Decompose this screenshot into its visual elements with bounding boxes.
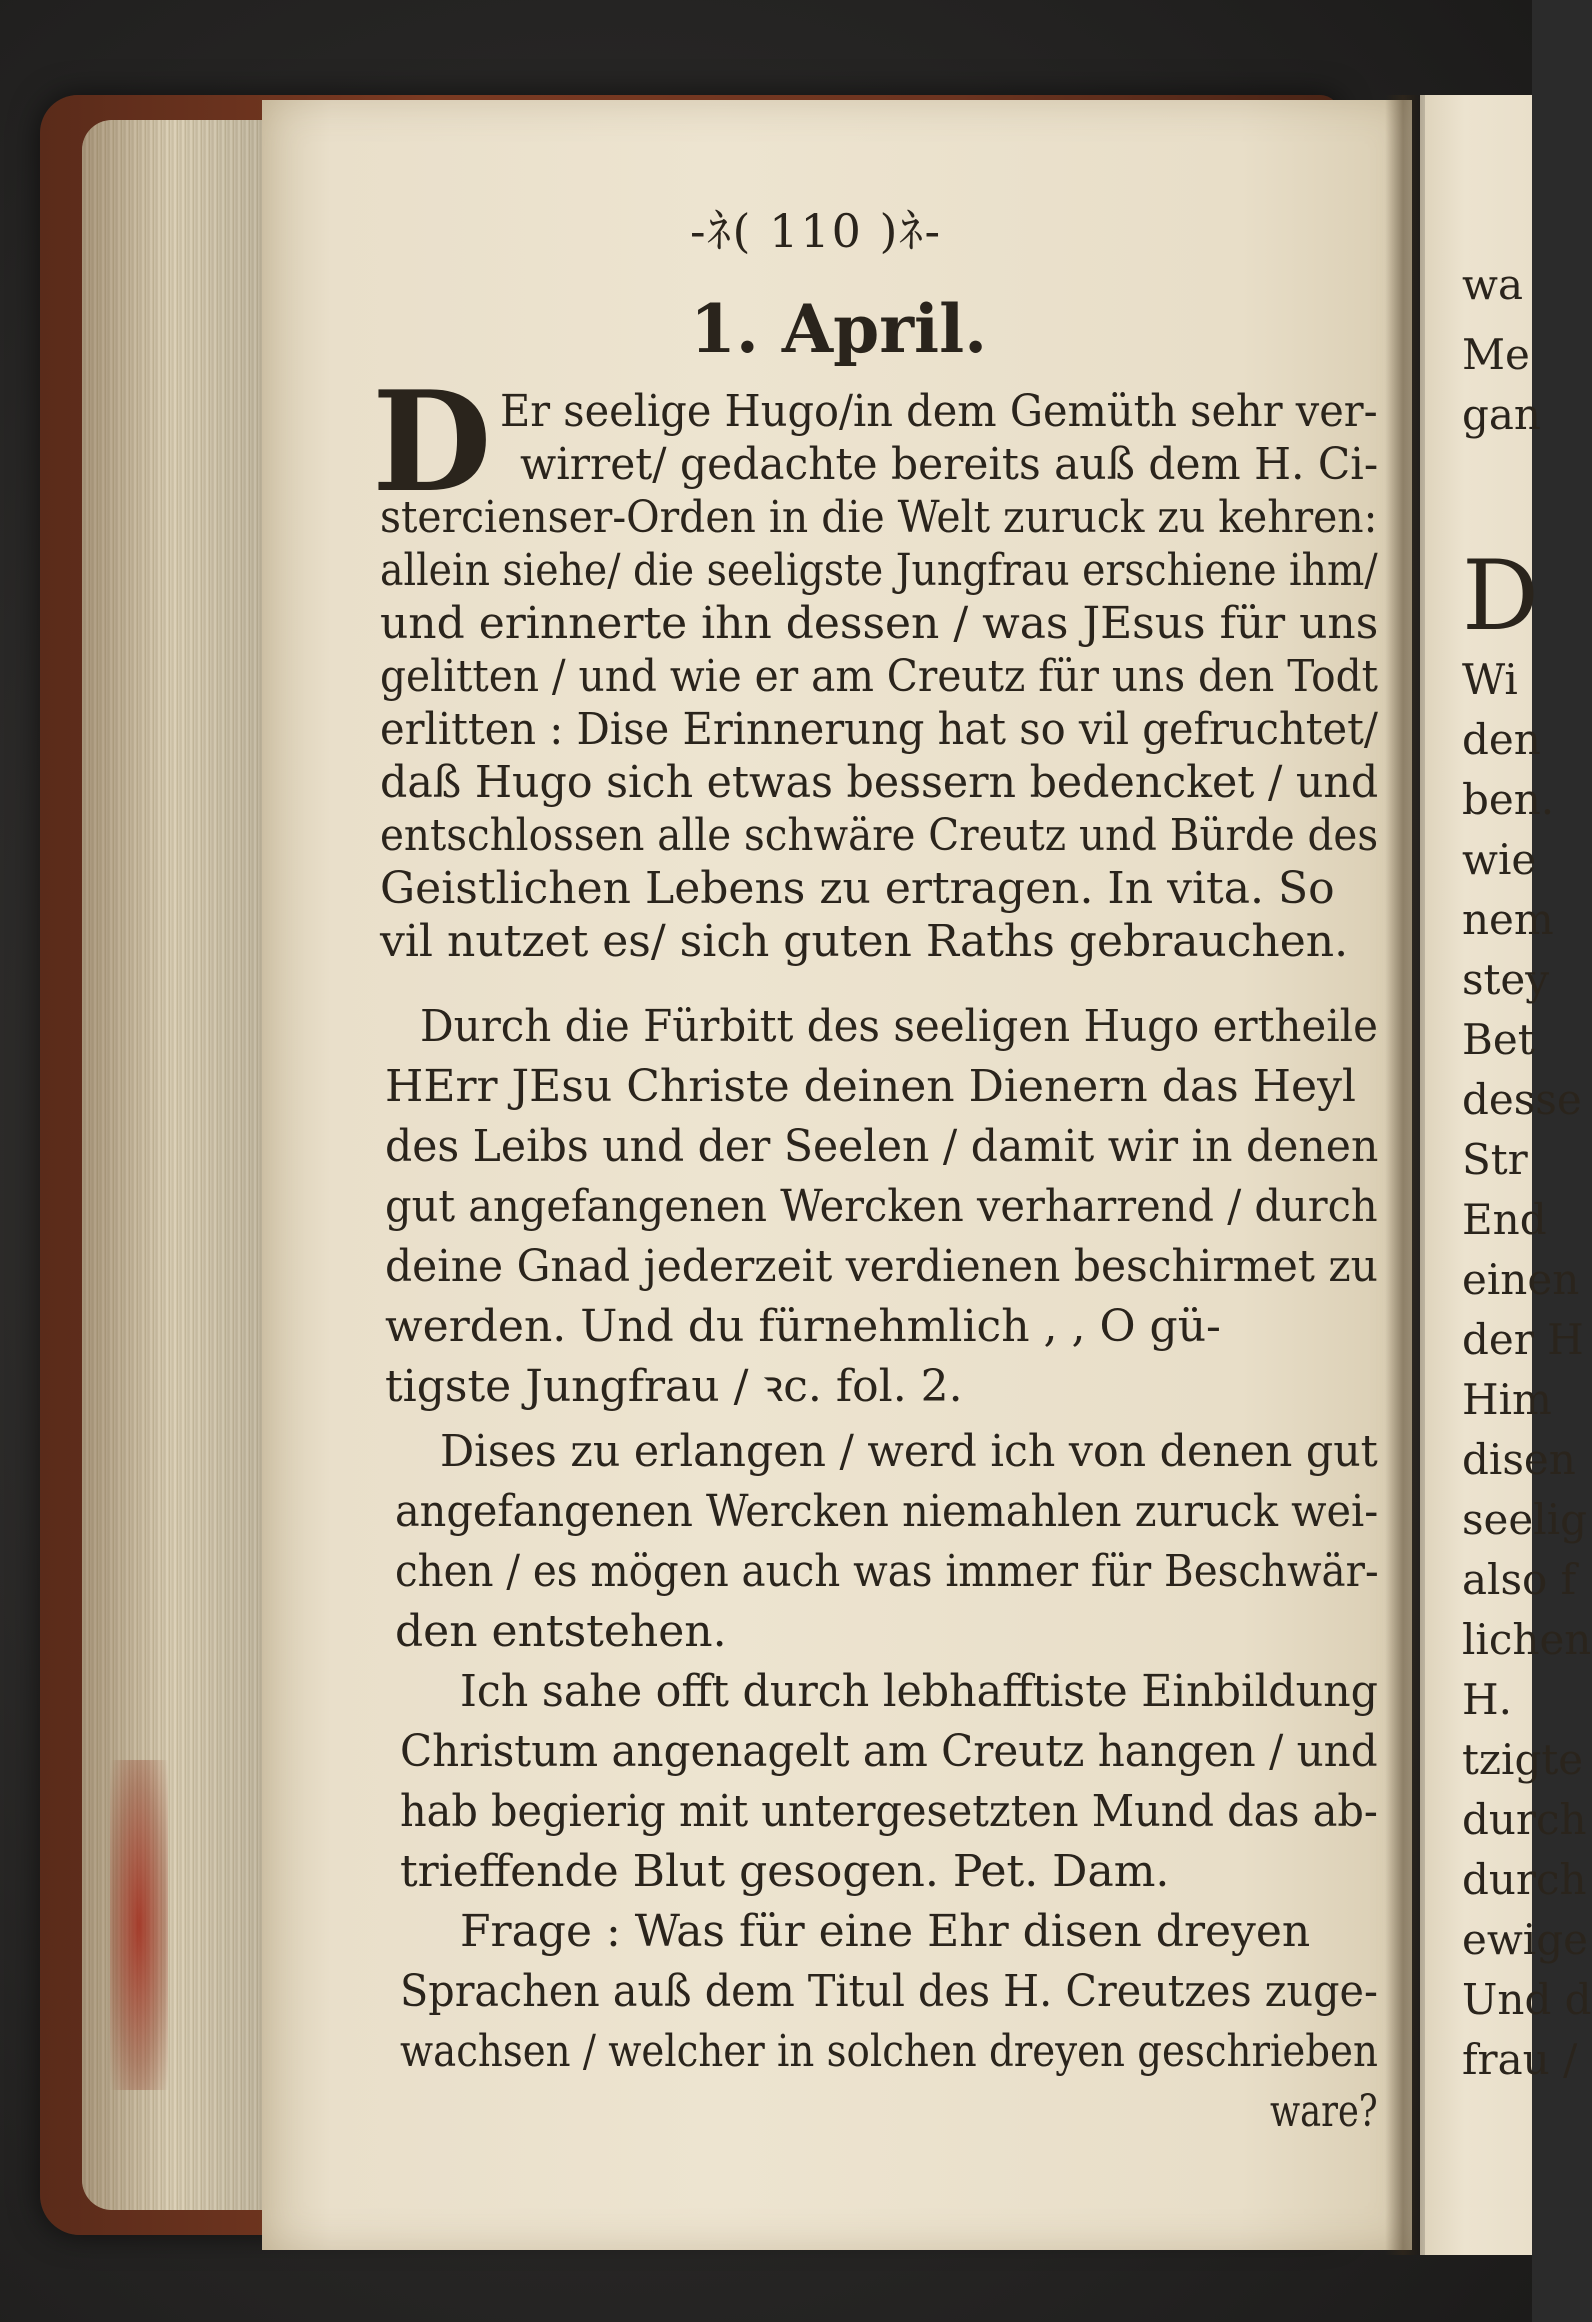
text-line: wachsen / welcher in solchen dreyen geschrieben <box>400 2026 1378 2077</box>
text-line: allein siehe/ die seeligste Jungfrau erschiene ihm/ <box>380 545 1378 596</box>
page-title: 1. April. <box>690 290 988 368</box>
text-line: den entstehen. <box>395 1606 727 1657</box>
text-line: Geistlichen Lebens zu ertragen. In vita. So <box>380 863 1335 914</box>
next-page-fragment: tzigte <box>1462 1735 1584 1784</box>
text-line: gut angefangenen Wercken verharrend / durch <box>385 1181 1378 1232</box>
text-line: und erinnerte ihn dessen / was JEsus für uns <box>380 598 1379 649</box>
next-page-fragment: einen <box>1462 1255 1580 1304</box>
next-page-fragment: der H <box>1462 1315 1584 1364</box>
text-line: Ich sahe offt durch lebhafftiste Einbildung <box>460 1666 1379 1717</box>
text-line: des Leibs und der Seelen / damit wir in denen <box>385 1121 1379 1172</box>
text-line: ware? <box>1270 2086 1378 2137</box>
next-page-fragment: Und d <box>1462 1975 1592 2024</box>
text-line: wirret/ gedachte bereits auß dem H. Ci- <box>520 439 1379 490</box>
next-page-fragment: Bet <box>1462 1015 1535 1064</box>
next-page-fragment: ewige <box>1462 1915 1588 1964</box>
next-page-fragment: D <box>1462 540 1539 652</box>
text-line: deine Gnad jederzeit verdienen beschirmet zu <box>385 1241 1378 1292</box>
next-page-fragment: nem <box>1462 895 1554 944</box>
text-line: werden. Und du fürnehmlich , , O gü- <box>385 1301 1221 1352</box>
next-page-fragment: also f <box>1462 1555 1577 1604</box>
text-line: Durch die Fürbitt des seeligen Hugo ertheile <box>420 1001 1378 1052</box>
text-line: entschlossen alle schwäre Creutz und Bürde des <box>380 810 1379 861</box>
next-page-fragment: Him <box>1462 1375 1552 1424</box>
text-line: Frage : Was für eine Ehr disen dreyen <box>460 1906 1311 1957</box>
text-line: Christum angenagelt am Creutz hangen / und <box>400 1726 1378 1777</box>
next-page-fragment: wie <box>1462 835 1537 884</box>
next-page-fragment: den <box>1462 715 1541 764</box>
next-page-fragment: seelig <box>1462 1495 1588 1544</box>
red-edge-stain <box>110 1760 168 2090</box>
text-line: chen / es mögen auch was immer für Beschwär- <box>395 1546 1379 1597</box>
drop-capital: D <box>372 360 492 523</box>
next-page-fragment: Me <box>1462 330 1530 379</box>
text-line: HErr JEsu Christe deinen Dienern das Heyl <box>385 1061 1357 1112</box>
next-page-fragment: End <box>1462 1195 1547 1244</box>
text-line: trieffende Blut gesogen. Pet. Dam. <box>400 1846 1170 1897</box>
next-page-fragment: gan <box>1462 390 1541 439</box>
text-line: gelitten / und wie er am Creutz für uns den Todt <box>380 651 1379 702</box>
book-gutter <box>1385 95 1425 2255</box>
text-line: hab begierig mit untergesetzten Mund das ab- <box>400 1786 1378 1837</box>
text-line: vil nutzet es/ sich guten Raths gebrauchen. <box>380 916 1349 967</box>
next-page-fragment: frau / <box>1462 2035 1578 2084</box>
next-page-fragment: Str <box>1462 1135 1528 1184</box>
next-page-fragment: stey <box>1462 955 1550 1004</box>
next-page-fragment: H. <box>1462 1675 1512 1724</box>
next-page-fragment: disen <box>1462 1435 1576 1484</box>
page-header: -ﾈ( 110 )ﾈ- <box>690 204 943 258</box>
text-line: daß Hugo sich etwas bessern bedencket / und <box>380 757 1379 808</box>
next-page-fragment: desse <box>1462 1075 1582 1124</box>
next-page-fragment: lichen <box>1462 1615 1592 1664</box>
next-page-fragment: wa <box>1462 260 1523 309</box>
text-line: Er seelige Hugo/in dem Gemüth sehr ver- <box>500 386 1378 437</box>
next-page-fragment: durch <box>1462 1795 1587 1844</box>
next-page-fragment: durch <box>1462 1855 1587 1904</box>
text-line: erlitten : Dise Erinnerung hat so vil gefruchtet/ <box>380 704 1378 755</box>
next-page-fragment: Wi <box>1462 655 1518 704</box>
text-line: stercienser-Orden in die Welt zuruck zu kehren: <box>380 492 1378 543</box>
text-line: Dises zu erlangen / werd ich von denen gut <box>440 1426 1378 1477</box>
text-line: tigste Jungfrau / ꝛc. fol. 2. <box>385 1361 963 1412</box>
next-page-fragment: ben. <box>1462 775 1555 824</box>
text-line: angefangenen Wercken niemahlen zuruck wei- <box>395 1486 1379 1537</box>
text-line: Sprachen auß dem Titul des H. Creutzes zuge- <box>400 1966 1378 2017</box>
